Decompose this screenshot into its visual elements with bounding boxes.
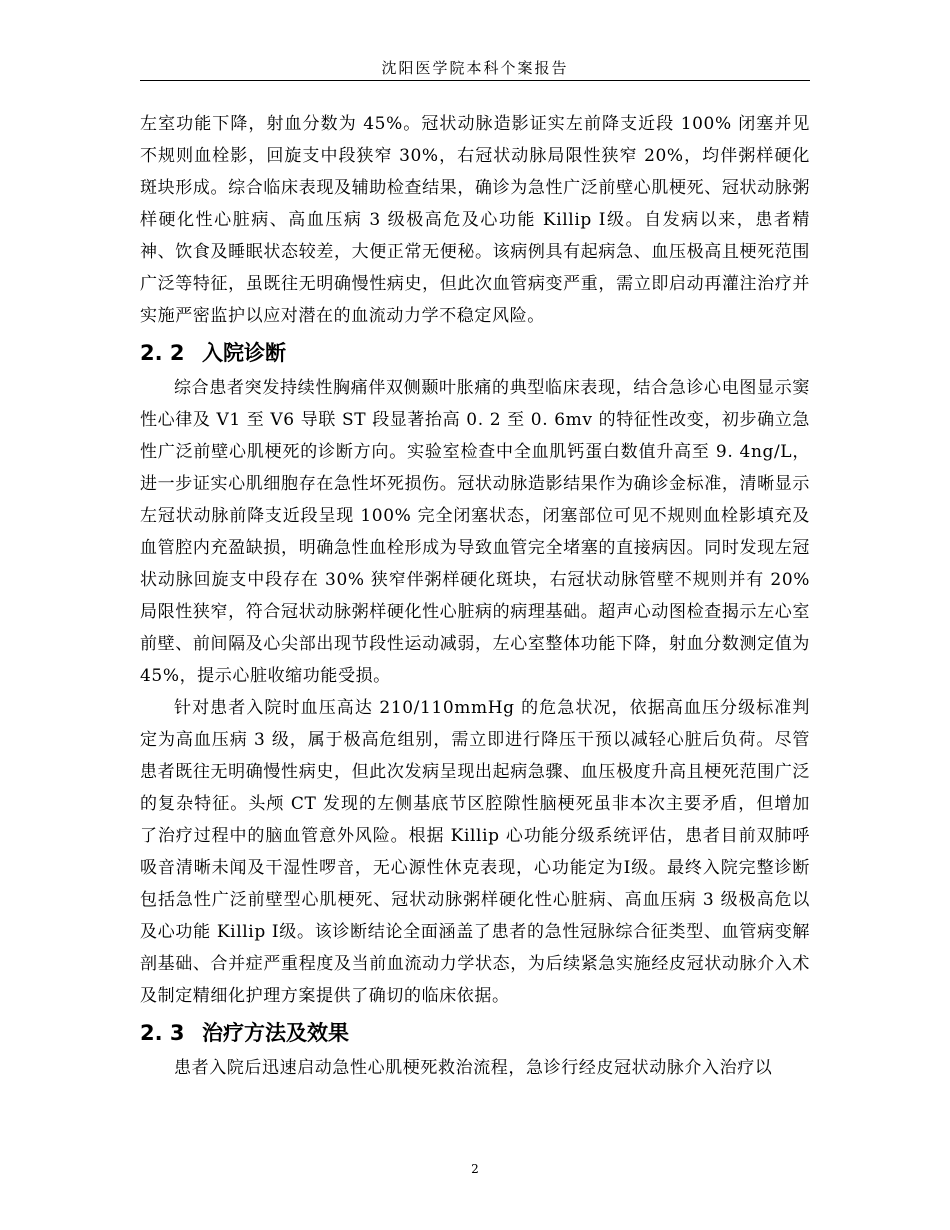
header-rule bbox=[140, 80, 810, 81]
section-heading-2-3 bbox=[140, 1016, 810, 1050]
paragraph-diagnosis-1: 综合患者突发持续性胸痛伴双侧颞叶胀痛的典型临床表现，结合急诊心电图显示窦性心律及 V1 至 V6 导联 ST 段显著抬高 0. 2 至 0. 6mv 的特征性改变，初步确立急性广泛前壁心肌梗死的诊断方向。实验室检查中全血肌钙蛋白数值升高至 9. 4ng/L，进一步证实心肌细胞存在急性坏死损伤。冠状动脉造影结果作为确诊金标准，清晰显示左冠状动脉前降支近段呈现 100% 完全闭塞状态，闭塞部位可见不规则血栓影填充及血管腔内充盈缺损，明确急性血栓形成为导致血管完全堵塞的直接病因。同时发现左冠状动脉回旋支中段存在 30% 狭窄伴粥样硬化斑块，右冠状动脉管壁不规则并有 20% 局限性狭窄，符合冠状动脉粥样硬化性心脏病的病理基础。超声心动图检查揭示左心室前壁、前间隔及心尖部出现节段性运动减弱，左心室整体功能下降，射血分数测定值为 45%，提示心脏收缩功能受损。 bbox=[140, 378, 810, 686]
section-number: 2. 3 bbox=[140, 1021, 185, 1045]
section-title: 治疗方法及效果 bbox=[202, 1021, 349, 1045]
section-heading-2-2 bbox=[140, 336, 810, 370]
document-body bbox=[140, 108, 810, 1084]
paragraph-continued: 左室功能下降，射血分数为 45%。冠状动脉造影证实左前降支近段 100% 闭塞并见不规则血栓影，回旋支中段狭窄 30%，右冠状动脉局限性狭窄 20%，均伴粥样硬化斑块形成。综合临床表现及辅助检查结果，确诊为急性广泛前壁心肌梗死、冠状动脉粥样硬化性心脏病、高血压病 3 级极高危及心功能 Killip Ⅰ级。自发病以来，患者精神、饮食及睡眠状态较差，大便正常无便秘。该病例具有起病急、血压极高且梗死范围广泛等特征，虽既往无明确慢性病史，但此次血管病变严重，需立即启动再灌注治疗并实施严密监护以应对潜在的血流动力学不稳定风险。 bbox=[140, 114, 810, 326]
paragraph-diagnosis-2: 针对患者入院时血压高达 210/110mmHg 的危急状况，依据高血压分级标准判定为高血压病 3 级，属于极高危组别，需立即进行降压干预以减轻心脏后负荷。尽管患者既往无明确慢性病史，但此次发病呈现出起病急骤、血压极度升高且梗死范围广泛的复杂特征。头颅 CT 发现的左侧基底节区腔隙性脑梗死虽非本次主要矛盾，但增加了治疗过程中的脑血管意外风险。根据 Killip 心功能分级系统评估，患者目前双肺呼吸音清晰未闻及干湿性啰音，无心源性休克表现，心功能定为Ⅰ级。最终入院完整诊断包括急性广泛前壁型心肌梗死、冠状动脉粥样硬化性心脏病、高血压病 3 级极高危以及心功能 Killip Ⅰ级。该诊断结论全面涵盖了患者的急性冠脉综合征类型、血管病变解剖基础、合并症严重程度及当前血流动力学状态，为后续紧急实施经皮冠状动脉介入术及制定精细化护理方案提供了确切的临床依据。 bbox=[140, 698, 810, 1006]
section-title: 入院诊断 bbox=[202, 341, 286, 365]
page-number: 2 bbox=[471, 1162, 479, 1176]
paragraph-treatment: 患者入院后迅速启动急性心肌梗死救治流程，急诊行经皮冠状动脉介入治疗以 bbox=[174, 1058, 773, 1078]
running-header: 沈阳医学院本科个案报告 bbox=[381, 59, 569, 77]
section-number: 2. 2 bbox=[140, 341, 185, 365]
